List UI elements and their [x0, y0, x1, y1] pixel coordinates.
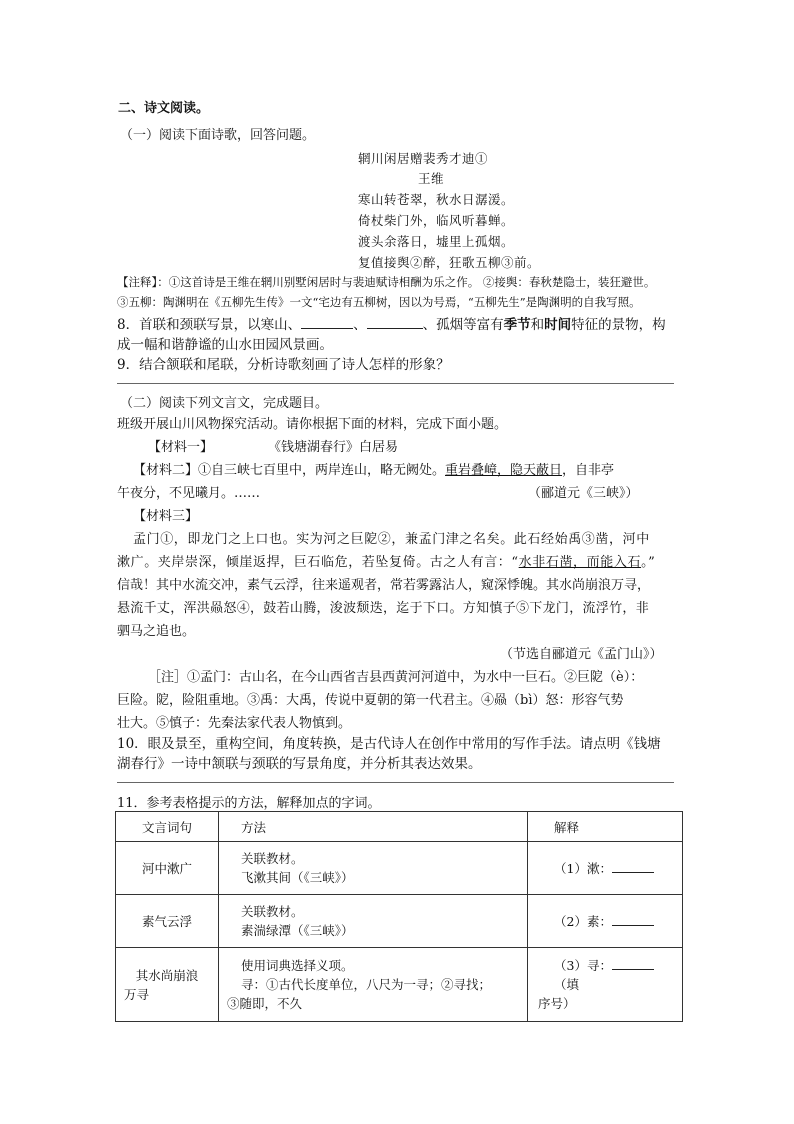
- row-3-answer-blank[interactable]: [612, 958, 654, 970]
- row-1-answer: [528, 842, 683, 895]
- q8-text-a: 8．首联和颈联写景，以寒山、: [117, 317, 302, 333]
- row-2-method: [219, 895, 528, 948]
- table-row: [116, 948, 683, 1022]
- poem-note-line-2: ③五柳：陶渊明在《五柳先生传》一文“宅边有五柳树，因以为号焉，“五柳先生”是陶渊明的自我写照。: [117, 295, 641, 309]
- material-3-note-line-2: 巨险。阸，险阻重地。③禹：大禹，传说中夏朝的第一代君主。④赑（bì）怒：形容气势: [117, 693, 624, 708]
- row-3-method: [219, 948, 528, 1022]
- poem-author: 王维: [418, 171, 445, 186]
- row-3-answer-line-2: 序号）: [538, 996, 576, 1011]
- material-2-text-a: 【材料二】①自三峡七百里中，两岸连山，略无阙处。: [133, 463, 446, 478]
- row-3-phrase: [116, 948, 219, 1022]
- q8-bold-time: 时间: [544, 317, 572, 333]
- divider-2: [117, 782, 674, 783]
- material-3-line-4: 悬流千丈，浑洪赑怒④，鼓若山腾，浚波颓迭，迄于下口。方知慎子⑤下龙门，流浮竹，非: [117, 601, 650, 616]
- q8-sep: 、: [353, 317, 367, 333]
- material-3-line-2: [117, 551, 655, 570]
- row-3-answer-line-1: [554, 956, 674, 994]
- part2-intro: 班级开展山川风物探究活动。请你根据下面的材料，完成下面小题。: [117, 417, 508, 432]
- part1-instruction: （一）阅读下面诗歌，回答问题。: [120, 128, 316, 143]
- material-2-text-b: ，自非亭: [562, 463, 615, 478]
- material-1-text: 《钱塘湖春行》白居易: [268, 440, 399, 455]
- poem-title: 辋川闲居赠裴秀才迪①: [358, 151, 489, 166]
- material-3-line-3: 信哉！其中水流交冲，素气云浮，往来遥观者，常若雾露沾人，窥深悸魄。其水尚崩浪万寻，: [117, 578, 651, 593]
- q8-blank-2[interactable]: [367, 317, 423, 329]
- table-row: [116, 842, 683, 895]
- row-2-answer-blank[interactable]: [612, 914, 654, 926]
- material-3-line-1: 孟门①，即龙门之上口也。实为河之巨阸②，兼孟门津之名矣。此石经始禹③凿，河中: [133, 532, 650, 547]
- question-10-line-2: 湖春行》一诗中颔联与颈联的写景角度，并分析其表达效果。: [117, 756, 482, 772]
- part2-instruction: （二）阅读下列文言文，完成题目。: [120, 396, 329, 411]
- answer-table: [115, 811, 683, 1022]
- material-2-line-2: 午夜分，不见曦月。……: [117, 486, 261, 501]
- poem-line-3: 渡头余落日，墟里上孤烟。: [358, 234, 515, 249]
- question-9: 9．结合颔联和尾联，分析诗歌刻画了诗人怎样的形象？: [117, 357, 450, 373]
- row-2-phrase: 素气云浮: [116, 895, 219, 948]
- poem-line-4: 复值接舆②醉，狂歌五柳③前。: [358, 255, 541, 270]
- row-1-answer-label: （1）漱：: [554, 861, 612, 876]
- material-3-note-line-3: 壮大。⑤慎子：先秦法家代表人物慎到。: [117, 716, 352, 731]
- material-3-text-b: 。”: [641, 555, 656, 570]
- material-3-source: （节选自郦道元《孟门山》）: [500, 647, 663, 662]
- q8-text-b: 、孤烟等富有: [422, 317, 504, 333]
- question-10-line-1: 10．眼及景至，重构空间，角度转换，是古代诗人在创作中常用的写作手法。请点明《钱塘: [117, 736, 661, 752]
- header-answer: 解释: [528, 812, 683, 842]
- material-1-label: 【材料一】: [148, 440, 214, 455]
- row-1-method: [219, 842, 528, 895]
- poem-line-1: 寒山转苍翠，秋水日潺湲。: [358, 192, 515, 207]
- row-1-phrase: 河中漱广: [116, 842, 219, 895]
- row-2-method-line-2: 素湍绿潭（《三峡》）: [241, 923, 354, 938]
- question-8-line-2: 成一幅和谐静谧的山水田园风景画。: [117, 337, 333, 353]
- q8-and: 和: [530, 317, 545, 333]
- q8-blank-1[interactable]: [301, 317, 353, 329]
- question-11: 11．参考表格提示的方法，解释加点的字词。: [117, 796, 381, 811]
- row-3-answer: [528, 948, 683, 1022]
- row-3-method-line-1: 使用词典选择义项。: [241, 958, 354, 973]
- material-3-text-a: 漱广。夹岸崇深，倾崖返捍，巨石临危，若坠复倚。古之人有言：“: [117, 555, 519, 570]
- row-3-method-line-3: ③随即，不久: [227, 996, 303, 1011]
- q8-bold-season: 季节: [503, 317, 531, 333]
- row-1-answer-blank[interactable]: [612, 861, 654, 873]
- poem-line-2: 倚杖柴门外，临风听暮蝉。: [358, 213, 515, 228]
- material-2-source: （郦道元《三峡》）: [528, 486, 639, 501]
- row-3-phrase-line-1: 其水尚崩浪: [135, 967, 199, 983]
- material-3-line-5: 驷马之追也。: [117, 624, 196, 639]
- row-2-answer: [528, 895, 683, 948]
- row-3-method-line-2: 寻：①古代长度单位，八尺为一寻；②寻找；: [241, 977, 492, 992]
- row-1-method-line-2: 飞漱其间（《三峡》）: [241, 870, 354, 885]
- row-3-answer-tail: （填: [554, 977, 580, 992]
- material-3-label: 【材料三】: [133, 509, 199, 524]
- poem-note-line-1: 【注释】：①这首诗是王维在辋川别墅闲居时与裴迪赋诗相酬为乐之作。 ②接舆：春秋楚隐士，装狂避世。: [117, 275, 656, 289]
- material-2-underlined: 重岩叠嶂，隐天蔽日: [445, 463, 563, 478]
- table-row: [116, 895, 683, 948]
- header-phrase: 文言词句: [116, 812, 219, 842]
- material-3-underlined: 水非石凿，而能入石: [518, 555, 642, 570]
- divider-1: [117, 383, 674, 384]
- row-1-method-line-1: 关联教材。: [241, 851, 304, 866]
- row-3-answer-label: （3）寻：: [554, 958, 612, 973]
- material-3-note-line-1: ［注］①孟门：古山名，在今山西省吉县西黄河河道中，为水中一巨石。②巨阸（è）：: [148, 670, 644, 685]
- header-method: 方法: [219, 812, 528, 842]
- material-2-line-1: [133, 459, 614, 478]
- row-2-answer-label: （2）素：: [554, 914, 612, 929]
- section-title: 二、诗文阅读。: [118, 101, 210, 116]
- row-3-phrase-line-2: 万寻: [124, 986, 150, 1002]
- table-header-row: [116, 812, 683, 842]
- q8-text-c: 特征的景物，构: [571, 317, 666, 333]
- row-2-method-line-1: 关联教材。: [241, 904, 304, 919]
- question-8: [117, 313, 666, 333]
